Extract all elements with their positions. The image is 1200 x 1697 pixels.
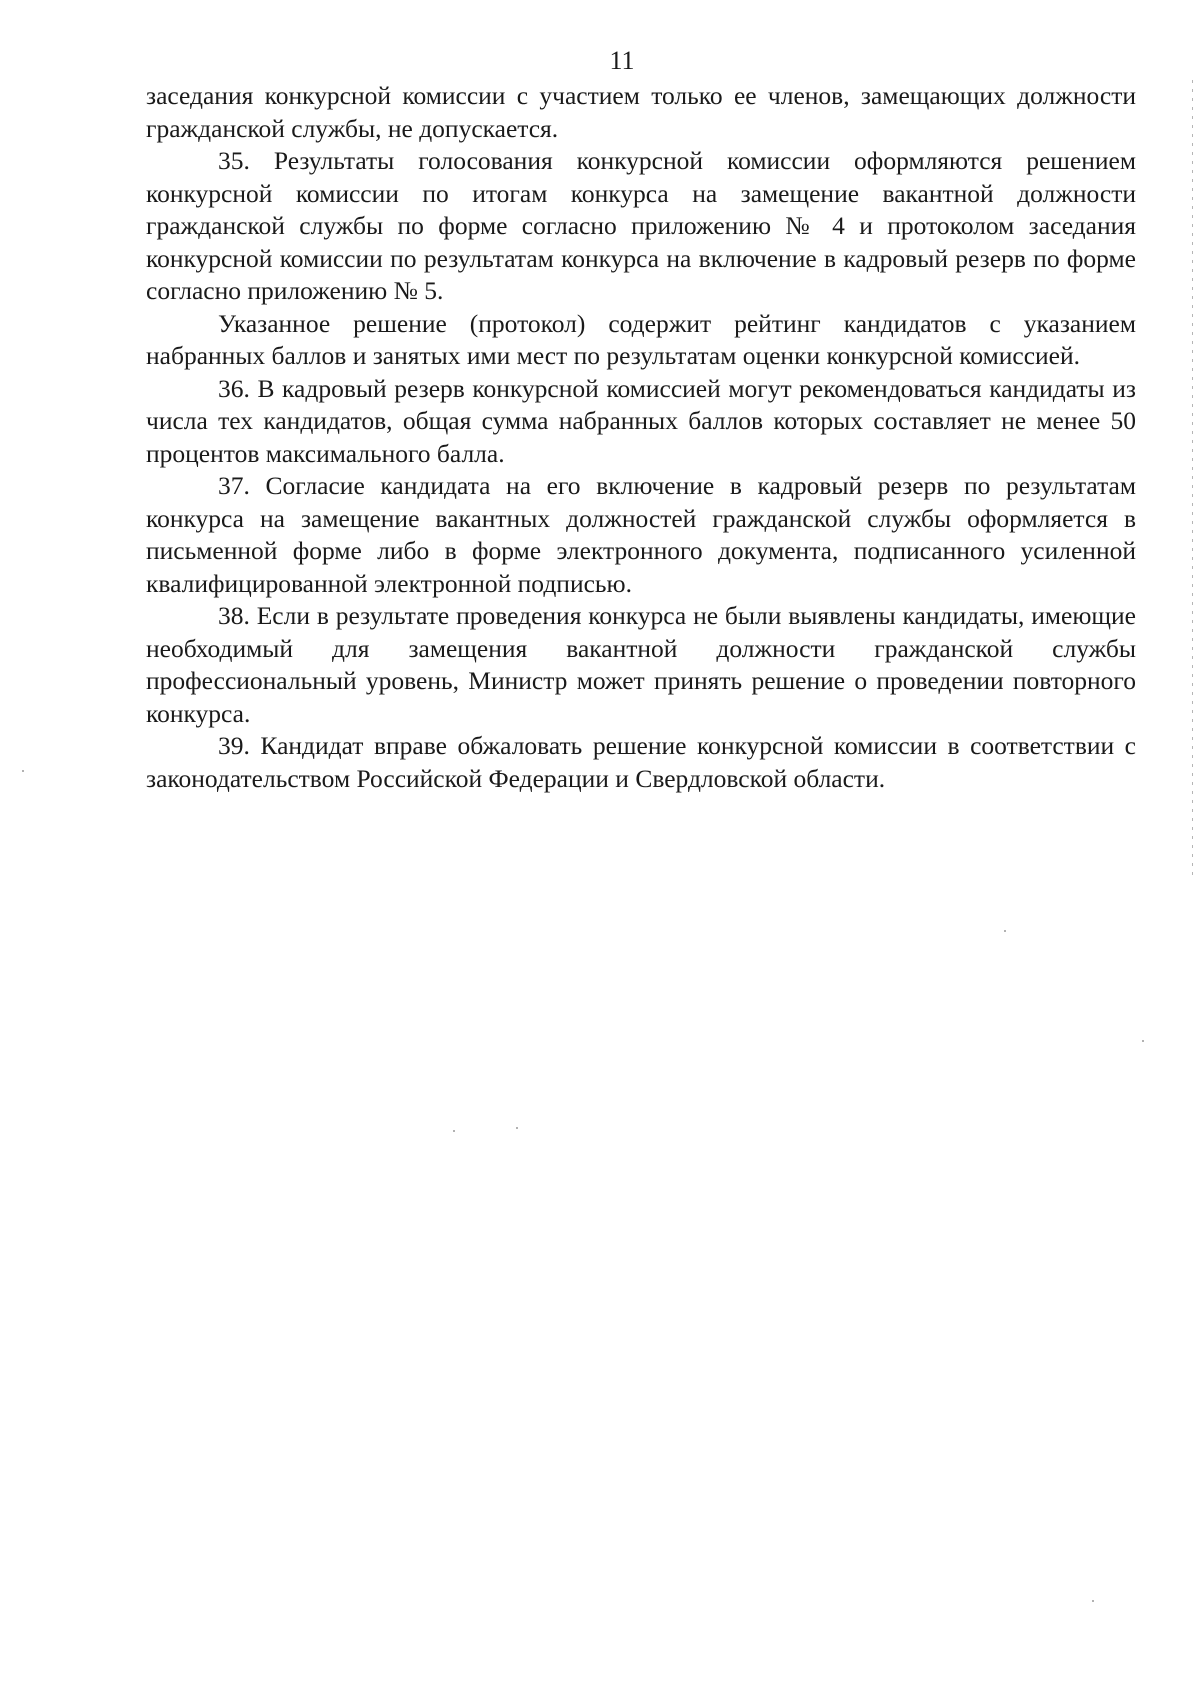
scan-speck [1142,1040,1144,1042]
paragraph-item-37: 37. Согласие кандидата на его включение в кадровый резерв по результатам конкурса на замещение вакантных должностей гражданской службы оформляется в письменной форме либо в форме электронного документа, подписанного усиленной квалифицированной электронной подписью. [146,471,1136,598]
paragraph-item-36: 36. В кадровый резерв конкурсной комиссией могут рекомендоваться кандидаты из числа тех кандидатов, общая сумма набранных баллов которых составляет не менее 50 процентов максимального балла. [146,373,1136,468]
paragraph-item-38: 38. Если в результате проведения конкурса не были выявлены кандидаты, имеющие необходимый для замещения вакантной должности гражданской службы профессиональный уровень, Министр может принять решение о проведении повторного конкурса. [146,601,1136,728]
paragraph-item-39: 39. Кандидат вправе обжаловать решение конкурсной комиссии в соответствии с законодательством Российской Федерации и Свердловской области. [146,731,1136,793]
page-number: 11 [609,46,635,75]
scan-edge-artifact [1192,80,1193,880]
paragraph-item-35-rating: Указанное решение (протокол) содержит рейтинг кандидатов с указанием набранных баллов и занятых ими мест по результатам оценки конкурсной комиссией. [146,308,1136,370]
scan-speck [1004,930,1006,932]
document-body [146,80,1136,795]
scan-speck [22,770,24,772]
paragraph-item-35: 35. Результаты голосования конкурсной комиссии оформляются решением конкурсной комиссии по итогам конкурса на замещение вакантной должности гражданской службы по форме согласно приложению № 4 и протоколом заседания конкурсной комиссии по результатам конкурса на включение в кадровый резерв по форме согласно приложению № 5. [146,146,1136,305]
paragraph-continuation: заседания конкурсной комиссии с участием только ее членов, замещающих должности гражданской службы, не допускается. [146,81,1136,143]
scan-speck [453,1130,455,1132]
scan-speck [1092,1600,1094,1602]
scan-speck [516,1127,518,1129]
